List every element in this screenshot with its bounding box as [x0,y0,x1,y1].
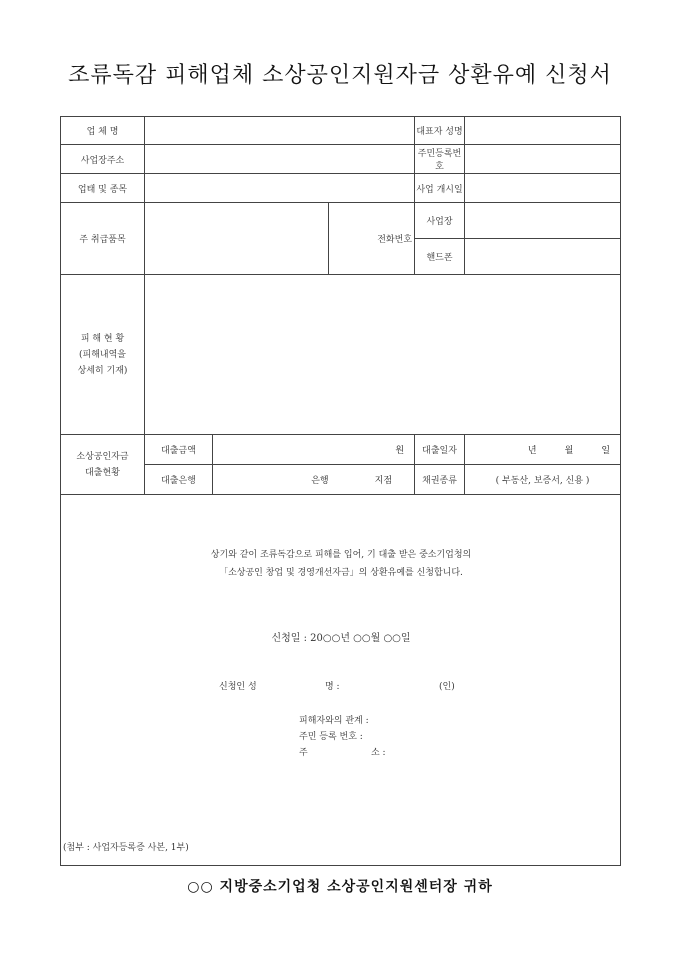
phone-mobile-field[interactable] [465,239,621,275]
applicant-name-suffix: 명 : [325,682,340,692]
address-suffix: 소 : [371,748,386,758]
loan-date-field[interactable] [465,435,621,465]
company-name-field[interactable] [145,117,415,145]
resident-number-field[interactable] [465,145,621,174]
phone-mobile-label: 핸드폰 [415,239,465,275]
loan-date-month: 월 [564,446,574,456]
damage-label-line3: 상세히 기재) [77,365,128,376]
resident-no-label: 주민 등록 번호 : [299,732,363,742]
phone-label: 전화번호 [329,203,415,275]
page-title: 조류독감 피해업체 소상공인지원자금 상환유예 신청서 [68,63,612,88]
phone-business-field[interactable] [465,203,621,239]
address-label: 주 [299,748,308,758]
loan-section-line2: 대출현황 [85,467,120,478]
phone-business-label: 사업장 [415,203,465,239]
business-type-label: 업태 및 종목 [61,174,145,203]
statement-area [61,495,621,866]
loan-bank-unit: 은행 [311,476,329,486]
damage-label-line2: (피해내역을 [79,349,126,360]
collateral-label: 채권종류 [415,465,465,495]
loan-branch-unit: 지점 [374,476,393,486]
loan-section-line1: 소상공인자금 [76,451,129,462]
statement-line2: 「소상공인 창업 및 경영개선자금」의 상환유예를 신청합니다. [219,568,463,578]
relation-label: 피해자와의 관계 : [299,716,369,726]
start-date-label: 사업 개시일 [415,174,465,203]
loan-bank-label: 대출은행 [145,465,213,495]
recipient-footer: ○○ 지방중소기업청 소상공인지원센터장 귀하 [187,879,493,895]
collateral-value[interactable]: ( 부동산, 보증서, 신용 ) [465,465,621,495]
company-name-label: 업 체 명 [61,117,145,145]
seal-mark: (인) [439,682,455,692]
statement-line1: 상기와 같이 조류독감으로 피해를 입어, 기 대출 받은 중소기업청의 [210,550,472,560]
apply-date: 신청일 : 20○○년 ○○월 ○○일 [271,633,411,644]
loan-date-year: 년 [527,446,537,456]
damage-label [61,275,145,435]
application-form [60,116,621,866]
main-items-label: 주 취급품목 [61,203,145,275]
loan-amount-unit: 원 [395,446,405,456]
resident-number-label: 주민등록번호 [415,145,465,174]
representative-field[interactable] [465,117,621,145]
business-address-label: 사업장주소 [61,145,145,174]
loan-amount-field[interactable] [213,435,415,465]
loan-bank-field[interactable] [213,465,415,495]
applicant-label: 신청인 성 [219,682,257,692]
start-date-field[interactable] [465,174,621,203]
loan-date-label: 대출일자 [415,435,465,465]
attachment-note: (첨부 : 사업자등록증 사본, 1부) [63,843,189,853]
main-items-field[interactable] [145,203,329,275]
business-address-field[interactable] [145,145,415,174]
loan-section-label [61,435,145,495]
damage-label-line1: 피 해 현 황 [80,333,125,344]
loan-date-day: 일 [601,446,611,456]
business-type-field[interactable] [145,174,415,203]
damage-field[interactable] [145,275,621,435]
loan-amount-label: 대출금액 [145,435,213,465]
representative-label: 대표자 성명 [415,117,465,145]
